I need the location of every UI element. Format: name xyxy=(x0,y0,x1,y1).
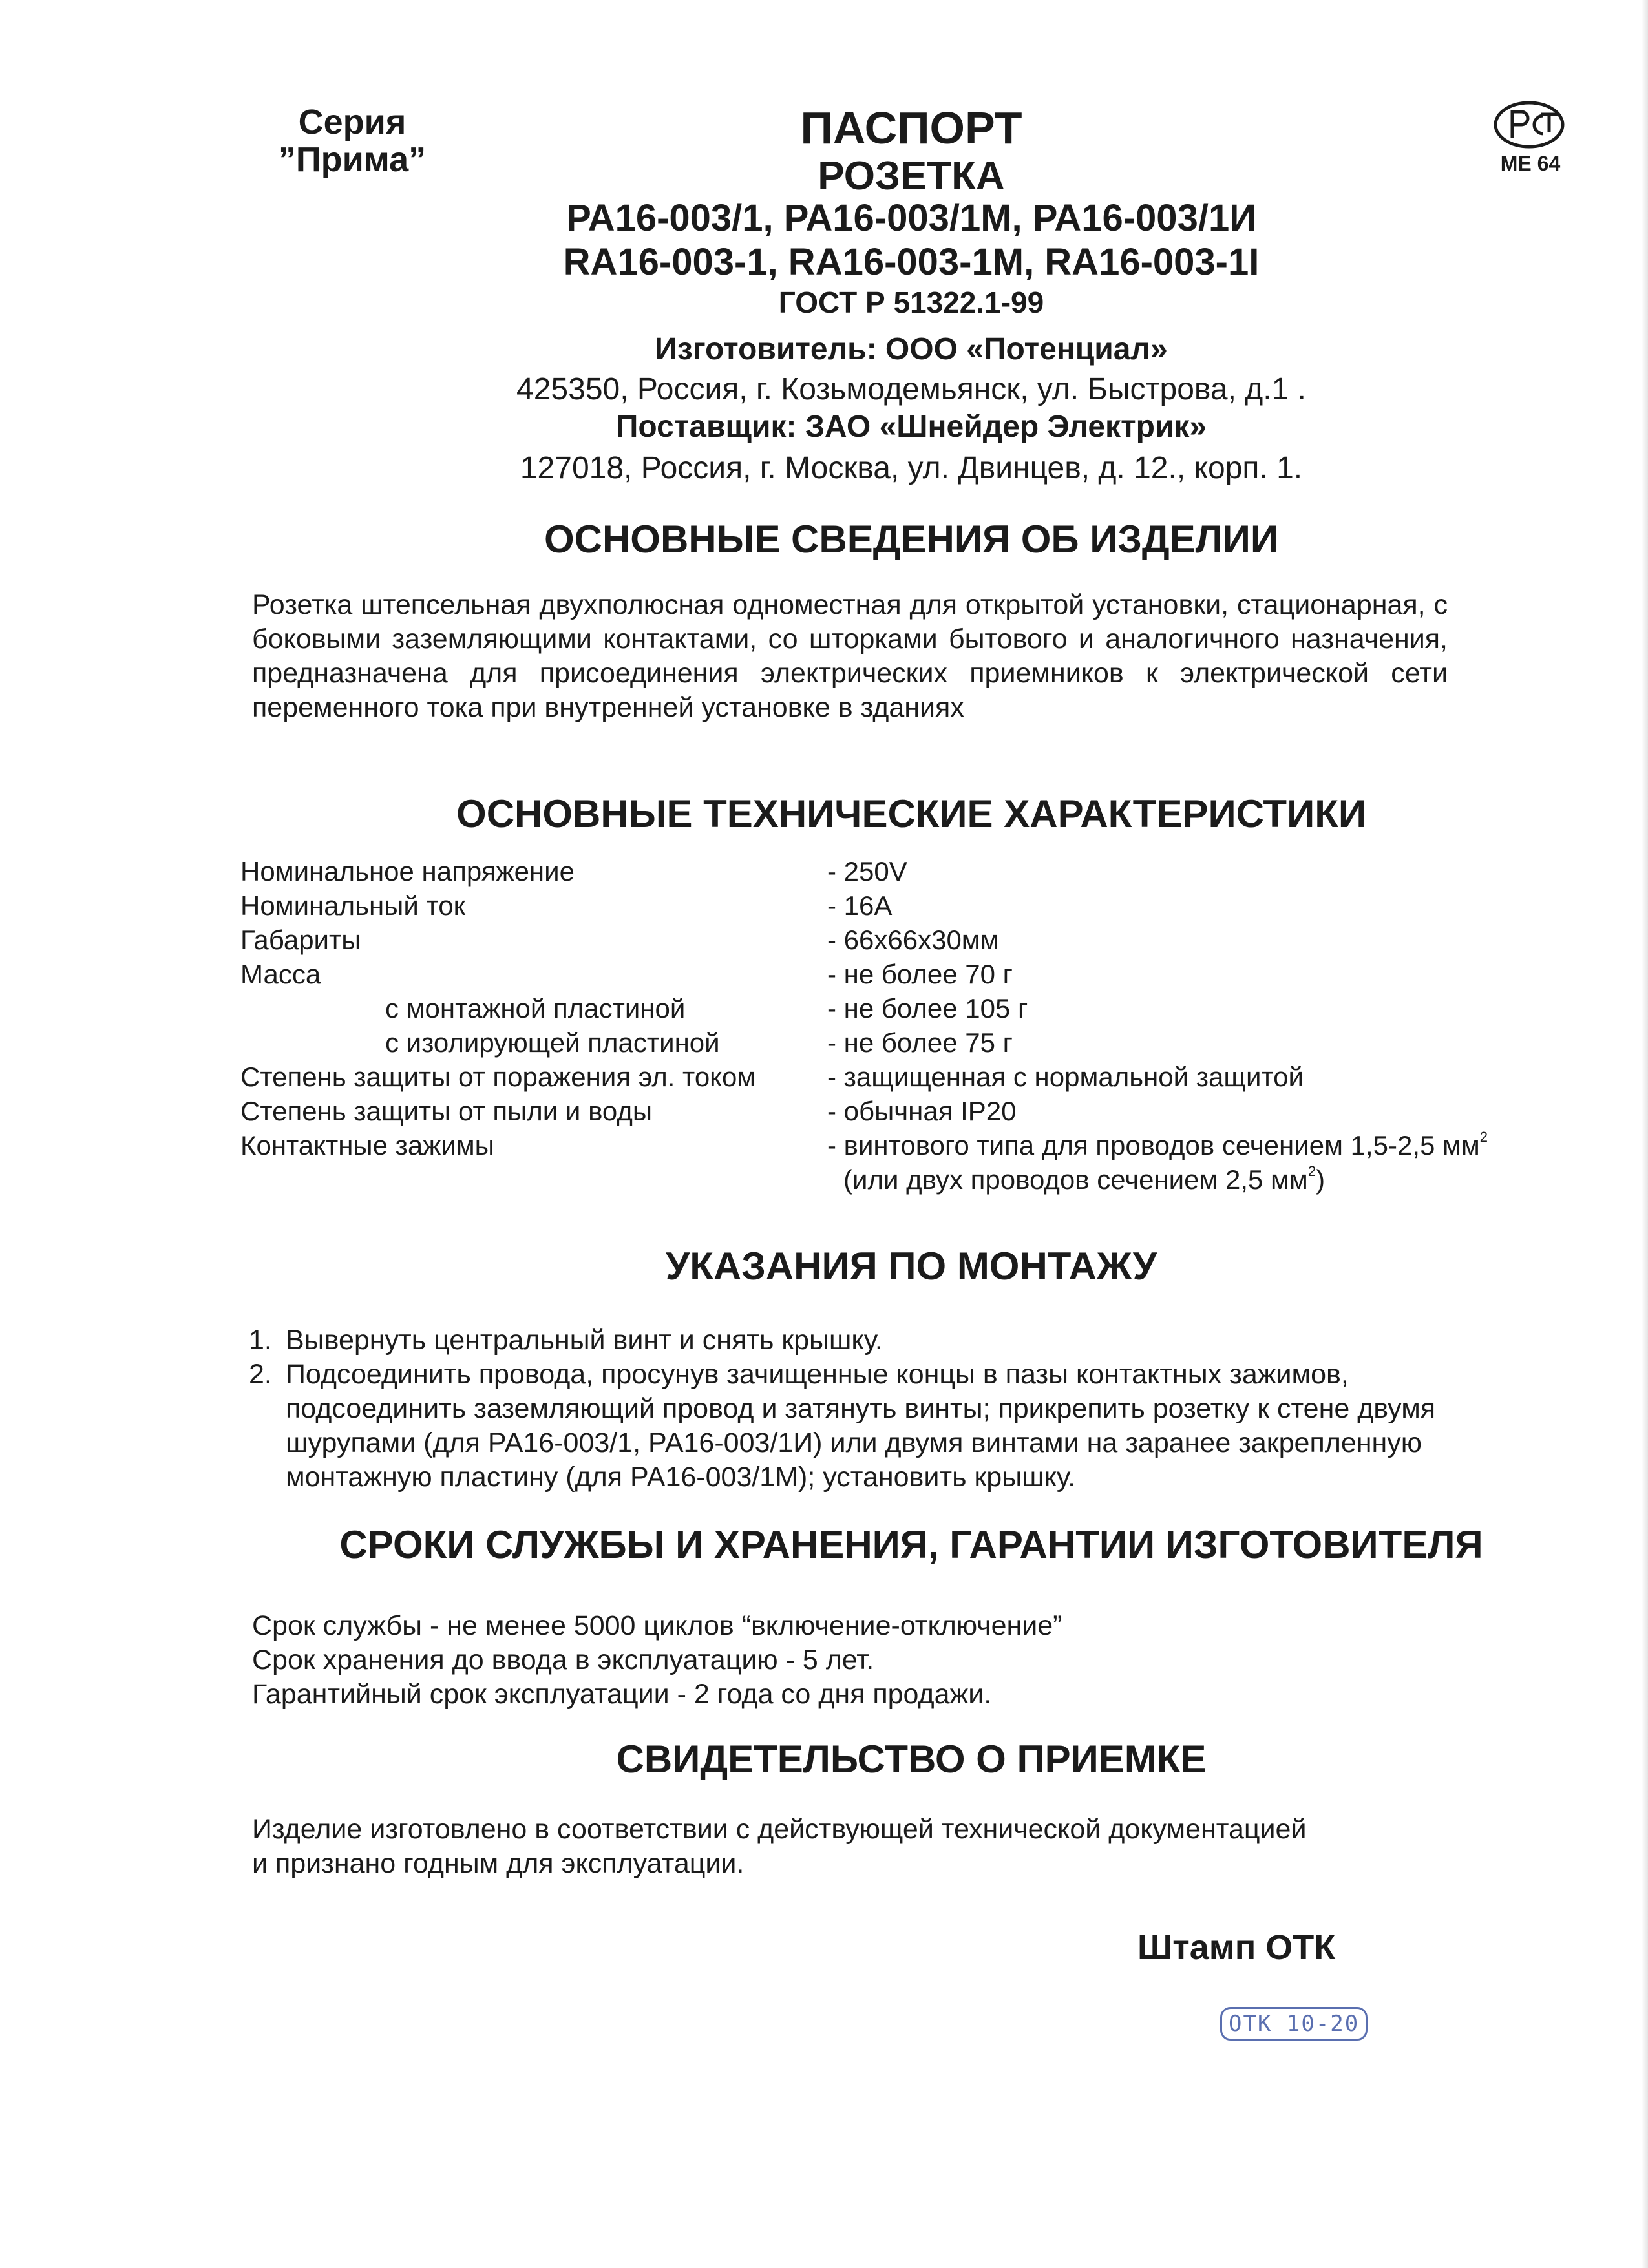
acceptance-line: и признано годным для эксплуатации. xyxy=(252,1848,745,1879)
acceptance-text xyxy=(252,1812,1306,1881)
service-line: Гарантийный срок эксплуатации - 2 года со дня продажи. xyxy=(252,1679,992,1710)
spec-value: - защищенная с нормальной защитой xyxy=(827,1062,1304,1092)
spec-label: Номинальное напряжение xyxy=(240,856,575,887)
supplier-address: 127018, Россия, г. Москва, ул. Двинцев, д. 12., корп. 1. xyxy=(520,451,1303,485)
spec-value: - обычная IP20 xyxy=(827,1096,1017,1126)
spec-label: с монтажной пластиной xyxy=(385,993,686,1024)
spec-label: с изолирующей пластиной xyxy=(385,1027,720,1058)
spec-continuation xyxy=(843,1162,1325,1197)
list-item-number: 2. xyxy=(249,1359,272,1390)
spec-label: Степень защиты от пыли и воды xyxy=(240,1096,653,1126)
spec-value xyxy=(827,1128,1488,1162)
certification-code: МЕ 64 xyxy=(1500,152,1561,175)
spec-value: - 66х66х30мм xyxy=(827,925,999,955)
list-item xyxy=(249,1323,1477,1358)
superscript: 2 xyxy=(1479,1129,1488,1145)
product-name: РОЗЕТКА xyxy=(818,154,1005,198)
document-title: ПАСПОРТ xyxy=(800,103,1022,153)
list-item-text: Вывернуть центральный винт и снять крышку. xyxy=(286,1325,883,1356)
spec-label: Степень защиты от поражения эл. током xyxy=(240,1062,756,1092)
service-lines xyxy=(252,1609,1062,1712)
spec-value: - не более 75 г xyxy=(827,1027,1013,1058)
model-numbers-latin: RA16-003-1, RA16-003-1M, RA16-003-1I xyxy=(563,241,1260,283)
spec-value: - не более 70 г xyxy=(827,959,1013,989)
list-item-number: 1. xyxy=(249,1325,272,1356)
service-line: Срок хранения до ввода в эксплуатацию - 5 лет. xyxy=(252,1644,874,1675)
series-label-line-1: Серия xyxy=(298,103,407,142)
stamp-label: Штамп ОТК xyxy=(1137,1928,1336,1967)
spec-label: Номинальный ток xyxy=(240,890,465,921)
spec-label: Габариты xyxy=(240,925,361,955)
acceptance-line: Изделие изготовлено в соответствии с действующей технической документацией xyxy=(252,1814,1307,1845)
manufacturer: Изготовитель: ООО «Потенциал» xyxy=(655,332,1168,366)
spec-continuation-text: (или двух проводов сечением 2,5 мм xyxy=(843,1164,1308,1195)
series-label-line-2: ”Прима” xyxy=(278,140,427,179)
manufacturer-address: 425350, Россия, г. Козьмодемьянск, ул. Быстрова, д.1 . xyxy=(516,372,1306,406)
model-numbers-cyrillic: РА16-003/1, РА16-003/1М, РА16-003/1И xyxy=(566,197,1256,239)
spec-value: - не более 105 г xyxy=(827,993,1028,1024)
service-line: Срок службы - не менее 5000 циклов “включение-отключение” xyxy=(252,1610,1062,1641)
mounting-steps xyxy=(249,1323,1477,1495)
list-item xyxy=(249,1358,1477,1495)
standard-reference: ГОСТ Р 51322.1-99 xyxy=(778,286,1044,319)
supplier: Поставщик: ЗАО «Шнейдер Электрик» xyxy=(615,410,1207,444)
section-heading-service: СРОКИ СЛУЖБЫ И ХРАНЕНИЯ, ГАРАНТИИ ИЗГОТОВИТЕЛЯ xyxy=(339,1523,1483,1566)
spec-label: Масса xyxy=(240,959,321,989)
section-heading-acceptance: СВИДЕТЕЛЬСТВО О ПРИЕМКЕ xyxy=(616,1738,1207,1781)
spec-label: Контактные зажимы xyxy=(240,1130,494,1160)
spec-value: - 16А xyxy=(827,890,893,921)
qc-stamp: ОТК 10-20 xyxy=(1220,2007,1368,2041)
spec-continuation-end: ) xyxy=(1316,1164,1326,1195)
section-heading-mounting: УКАЗАНИЯ ПО МОНТАЖУ xyxy=(665,1244,1157,1288)
section-heading-general: ОСНОВНЫЕ СВЕДЕНИЯ ОБ ИЗДЕЛИИ xyxy=(544,518,1279,561)
spec-value: - 250V xyxy=(827,856,907,887)
spec-value-text: - винтового типа для проводов сечением 1,5-2,5 мм xyxy=(827,1130,1480,1160)
general-description: Розетка штепсельная двухполюсная одноместная для открытой установки, стационарная, с боковыми заземляющими контактами, со шторками бытового и аналогичного назначения, предназначена для присоединения электрических приемников к электрической сети переменного тока при внутренней установке в зданиях xyxy=(252,589,1448,723)
list-item-text: Подсоединить провода, просунув зачищенные концы в пазы контактных зажимов, подсоединить заземляющий провод и затянуть винты; прикрепить розетку к стене двумя шурупами (для РА16-003/1, РА16-003/1И) или двумя винтами на заранее закрепленную монтажную пластину (для РА16-003/1М); установить крышку. xyxy=(286,1359,1436,1493)
section-heading-specs: ОСНОВНЫЕ ТЕХНИЧЕСКИЕ ХАРАКТЕРИСТИКИ xyxy=(456,792,1366,835)
superscript: 2 xyxy=(1307,1163,1316,1179)
